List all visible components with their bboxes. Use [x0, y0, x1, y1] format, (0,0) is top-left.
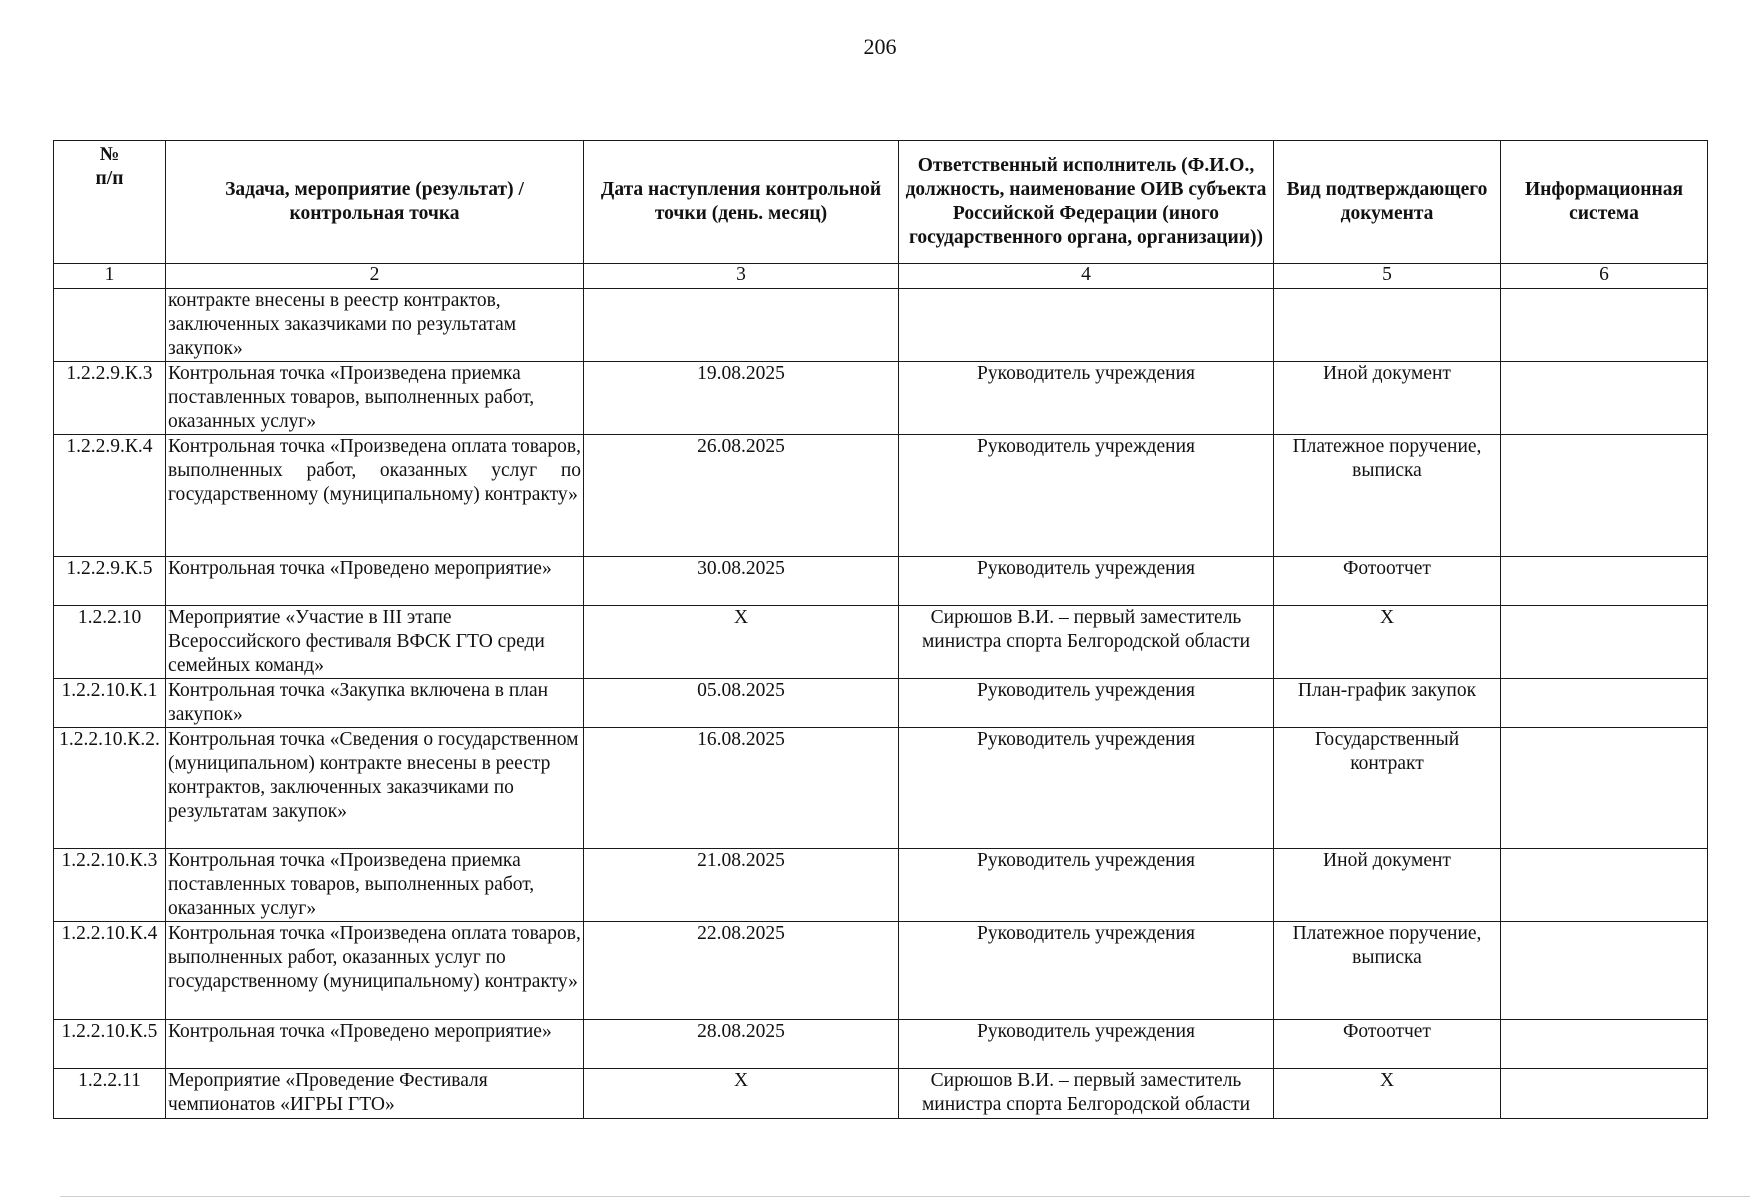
table-row	[54, 679, 1708, 728]
row-document: X	[1274, 606, 1501, 679]
row-responsible	[899, 289, 1274, 362]
row-task: Контрольная точка «Произведена оплата товаров, выполненных работ, оказанных услуг по государственному (муниципальному) контракту»	[166, 922, 584, 1020]
row-system	[1501, 1020, 1708, 1069]
row-system	[1501, 435, 1708, 557]
row-document: X	[1274, 1069, 1501, 1119]
row-task: Контрольная точка «Сведения о государственном (муниципальном) контракте внесены в реестр контрактов, заключенных заказчиками по результатам закупок»	[166, 728, 584, 849]
row-document: Платежное поручение, выписка	[1274, 435, 1501, 557]
row-date: 28.08.2025	[584, 1020, 899, 1069]
row-system	[1501, 679, 1708, 728]
plan-table	[53, 140, 1708, 1119]
row-system	[1501, 362, 1708, 435]
row-document: Иной документ	[1274, 849, 1501, 922]
row-number: 1.2.2.10.К.4	[54, 922, 166, 1020]
row-responsible: Руководитель учреждения	[899, 922, 1274, 1020]
row-responsible: Руководитель учреждения	[899, 435, 1274, 557]
row-responsible: Руководитель учреждения	[899, 557, 1274, 606]
row-date: 30.08.2025	[584, 557, 899, 606]
header-responsible: Ответственный исполнитель (Ф.И.О., должность, наименование ОИВ субъекта Российской Федерации (иного государственного органа, организации))	[899, 141, 1274, 264]
row-system	[1501, 606, 1708, 679]
row-task: Контрольная точка «Закупка включена в план закупок»	[166, 679, 584, 728]
table-row	[54, 362, 1708, 435]
row-task: Контрольная точка «Проведено мероприятие»	[166, 557, 584, 606]
page-number: 206	[863, 34, 897, 59]
table-row	[54, 1020, 1708, 1069]
row-responsible: Руководитель учреждения	[899, 728, 1274, 849]
row-document: Платежное поручение, выписка	[1274, 922, 1501, 1020]
row-task: Мероприятие «Участие в III этапе Всероссийского фестиваля ВФСК ГТО среди семейных команд»	[166, 606, 584, 679]
row-system	[1501, 1069, 1708, 1119]
row-date: 16.08.2025	[584, 728, 899, 849]
row-document: План-график закупок	[1274, 679, 1501, 728]
row-number: 1.2.2.10.К.1	[54, 679, 166, 728]
row-task: Контрольная точка «Произведена оплата товаров, выполненных работ, оказанных услуг по государственному (муниципальному) контракту»	[166, 435, 584, 557]
table-row	[54, 922, 1708, 1020]
row-task: Контрольная точка «Произведена приемка поставленных товаров, выполненных работ, оказанных услуг»	[166, 362, 584, 435]
page-bottom-rule	[60, 1196, 1750, 1197]
row-number: 1.2.2.10.К.3	[54, 849, 166, 922]
table-row	[54, 435, 1708, 557]
row-document: Фотоотчет	[1274, 1020, 1501, 1069]
column-number: 3	[584, 264, 899, 289]
row-responsible: Сирюшов В.И. – первый заместитель министра спорта Белгородской области	[899, 1069, 1274, 1119]
row-document: Государственный контракт	[1274, 728, 1501, 849]
row-system	[1501, 557, 1708, 606]
row-document: Фотоотчет	[1274, 557, 1501, 606]
table-row	[54, 849, 1708, 922]
row-system	[1501, 289, 1708, 362]
row-system	[1501, 849, 1708, 922]
row-number: 1.2.2.10.К.2.	[54, 728, 166, 849]
row-task: Контрольная точка «Проведено мероприятие»	[166, 1020, 584, 1069]
row-number: 1.2.2.10.К.5	[54, 1020, 166, 1069]
header-document: Вид подтверждающего документа	[1274, 141, 1501, 264]
column-number: 2	[166, 264, 584, 289]
row-date: 05.08.2025	[584, 679, 899, 728]
row-number	[54, 289, 166, 362]
row-date: 26.08.2025	[584, 435, 899, 557]
row-responsible: Сирюшов В.И. – первый заместитель министра спорта Белгородской области	[899, 606, 1274, 679]
row-responsible: Руководитель учреждения	[899, 849, 1274, 922]
header-date: Дата наступления контрольной точки (день. месяц)	[584, 141, 899, 264]
header-row	[54, 141, 1708, 264]
row-date: X	[584, 1069, 899, 1119]
row-system	[1501, 728, 1708, 849]
row-date: 19.08.2025	[584, 362, 899, 435]
row-date: 21.08.2025	[584, 849, 899, 922]
row-document	[1274, 289, 1501, 362]
row-task: Мероприятие «Проведение Фестиваля чемпионатов «ИГРЫ ГТО»	[166, 1069, 584, 1119]
table-row	[54, 728, 1708, 849]
row-date: 22.08.2025	[584, 922, 899, 1020]
row-responsible: Руководитель учреждения	[899, 362, 1274, 435]
row-system	[1501, 922, 1708, 1020]
column-numbers-row	[54, 264, 1708, 289]
column-number: 4	[899, 264, 1274, 289]
row-responsible: Руководитель учреждения	[899, 679, 1274, 728]
header-system: Информационная система	[1501, 141, 1708, 264]
header-task: Задача, мероприятие (результат) / контрольная точка	[166, 141, 584, 264]
row-number: 1.2.2.10	[54, 606, 166, 679]
column-number: 6	[1501, 264, 1708, 289]
table-row	[54, 289, 1708, 362]
row-responsible: Руководитель учреждения	[899, 1020, 1274, 1069]
row-number: 1.2.2.11	[54, 1069, 166, 1119]
row-document: Иной документ	[1274, 362, 1501, 435]
row-date	[584, 289, 899, 362]
row-task: контракте внесены в реестр контрактов, заключенных заказчиками по результатам закупок»	[166, 289, 584, 362]
row-number: 1.2.2.9.К.5	[54, 557, 166, 606]
row-date: X	[584, 606, 899, 679]
column-number: 5	[1274, 264, 1501, 289]
table-row	[54, 557, 1708, 606]
column-number: 1	[54, 264, 166, 289]
row-number: 1.2.2.9.К.3	[54, 362, 166, 435]
table-row	[54, 606, 1708, 679]
row-number: 1.2.2.9.К.4	[54, 435, 166, 557]
header-num: № п/п	[54, 141, 166, 264]
table-row	[54, 1069, 1708, 1119]
row-task: Контрольная точка «Произведена приемка поставленных товаров, выполненных работ, оказанных услуг»	[166, 849, 584, 922]
